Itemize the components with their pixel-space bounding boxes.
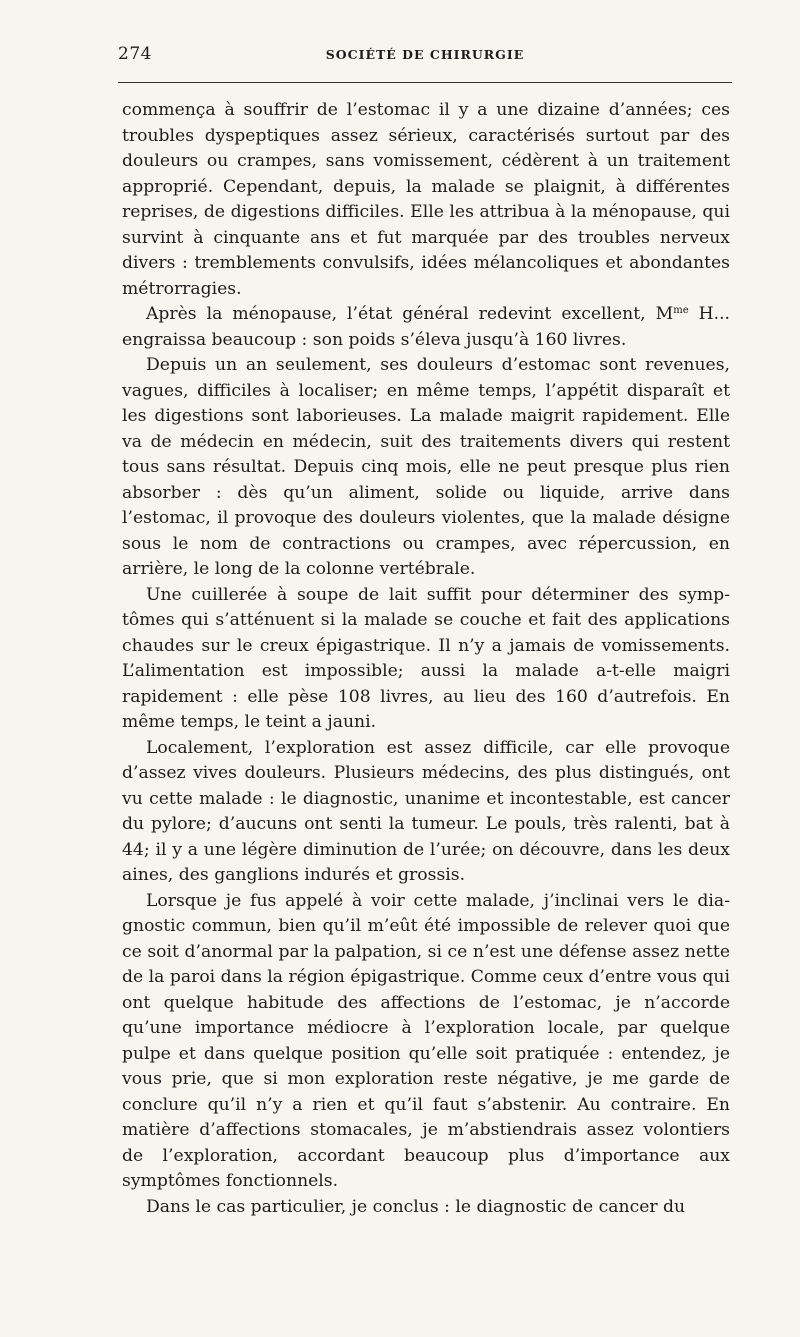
paragraph-5: Localement, l’exploration est assez difficile, car elle provoque d’assez vives douleurs. Plusieurs médecins, des plus distingués, ont vu cette malade : le diagnostic, unanime et incontestable, est cancer du pylore; d’aucuns ont senti la tumeur. Le pouls, très ralenti, bat à 44; il y a une légère diminution de l’urée; on découvre, dans les deux aines, des ganglions indurés et grossis. [122,737,730,885]
paragraph-1: commença à souffrir de l’estomac il y a une dizaine d’années; ces troubles dyspeptiques assez sérieux, caractérisés surtout par des douleurs ou crampes, sans vomissement, cédèrent à un traitement approprié. Cependant, depuis, la malade se plaignit, à différentes reprises, de digestions difficiles. Elle les attribua à la ménopause, qui survint à cinquante ans et fut marquée par des troubles nerveux divers : tremblements convulsifs, idées mélancoliques et abondantes métrorragies. [122,100,730,299]
paragraph-3: Depuis un an seulement, ses douleurs d’estomac sont revenues, vagues, difficiles à localiser; en même temps, l’appétit disparaît et les digestions sont laborieuses. La malade maigrit rapidement. Elle va de médecin en médecin, suit des traitements divers qui restent tous sans résultat. Depuis cinq mois, elle ne peut presque plus rien absorber : dès qu’un aliment, solide ou liquide, arrive dans l’estomac, il provoque des douleurs violentes, que la malade désigne sous le nom de contractions ou crampes, avec répercussion, en arrière, le long de la colonne vertébrale. [122,355,730,579]
superscript-me: me [673,305,689,316]
paragraph-2-end: H... engraissa beaucoup : son poids s’éleva jusqu’à 160 livres. [122,304,731,350]
header-rule [118,82,732,83]
page-header [118,44,732,72]
paragraph-2-start: Après la ménopause, l’état général redevint excellent, M [146,304,674,324]
running-head: SOCIÉTÉ DE CHIRURGIE [325,47,525,62]
paragraph-4: Une cuillerée à soupe de lait suffit pour déterminer des symptômes qui s’atténuent si la malade se couche et fait des applications chaudes sur le creux épigastrique. Il n’y a jamais de vomissements. L’alimentation est impossible; aussi la malade a-t-elle maigri rapidement : elle pèse 108 livres, au lieu des 160 d’autrefois. En même temps, le teint a jauni. [122,584,730,732]
paragraph-2 [122,302,730,353]
paragraph-7: Dans le cas particulier, je conclus : le diagnostic de cancer du [146,1196,686,1217]
body-text [122,98,730,1220]
paragraph-6: Lorsque je fus appelé à voir cette malade, j’inclinai vers le diagnostic commun, bien qu’il m’eût été impossible de relever quoi que ce soit d’anormal par la palpation, si ce n’est une défense assez nette de la paroi dans la région épigastrique. Comme ceux d’entre vous qui ont quelque habitude des affections de l’estomac, je n’accorde qu’une importance médiocre à l’exploration locale, par quelque pulpe et dans quelque position qu’elle soit pratiquée : entendez, je vous prie, que si mon exploration reste négative, je me garde de conclure qu’il n’y a rien et qu’il faut s’abstenir. Au contraire. En matière d’affections stomacales, je m’abstiendrais assez volontiers de l’exploration, accordant beaucoup plus d’importance aux symptômes fonctionnels. [122,890,730,1191]
page-number: 274 [118,44,152,64]
